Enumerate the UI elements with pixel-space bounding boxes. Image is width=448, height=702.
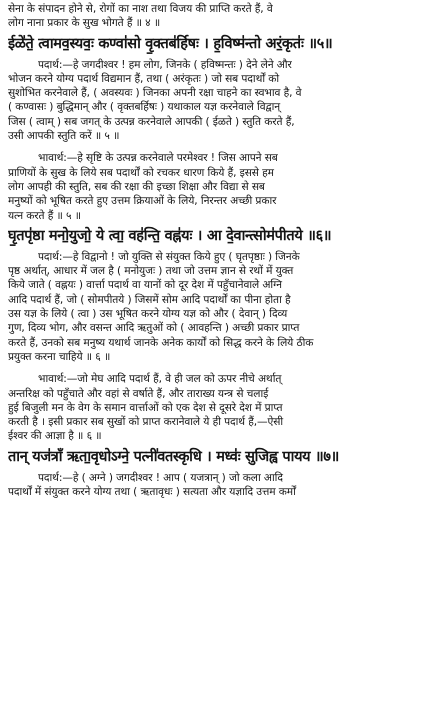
text-line: भावार्थ:—जो मेघ आदि पदार्थ हैं, वे ही जल को ऊपर नीचे अर्थात्	[38, 373, 282, 386]
intro-paragraph	[8, 2, 442, 31]
text-line: अन्तरिक्ष को पहुँचाते और वहां से वर्षाते हैं, और ताराख्य यन्त्र से चलाई	[8, 387, 269, 400]
text-line: किये जाते ( वह्नयः ) वार्त्ता पदार्थ वा यानों को दूर देश में पहुँचानेवाले अग्नि	[8, 279, 282, 292]
text-line: ( कण्वासः ) बुद्धिमान् और ( वृक्तबर्हिषः ) यथाकाल यज्ञ करनेवाले विद्वान्	[8, 101, 281, 114]
padartha-5	[8, 58, 442, 144]
text-line: पदार्थ:—हे ( अग्ने ) जगदीश्वर ! आप ( यजत्रान् ) जो कला आदि	[38, 471, 283, 484]
text-line: भोजन करने योग्य पदार्थ विद्यमान हैं, तथा ( अरंकृतः ) जो सब पदार्थों को	[8, 72, 280, 85]
text-line: करते हैं, उनको सब मनुष्य यथार्थ जानके अनेक कार्यों को सिद्ध करने के लिये ठीक	[8, 336, 314, 349]
bhavartha-6	[8, 372, 442, 443]
text-line: करती है । इसी प्रकार सब सुखों को प्राप्त करानेवाले ये ही पदार्थ हैं,—ऐसी	[8, 416, 284, 429]
text-line: आदि पदार्थ हैं, जो ( सोमपीतये ) जिसमें सोम आदि पदार्थों का पीना होता है	[8, 293, 291, 306]
text-line: सुशोभित करनेवाले हैं, ( अवस्यवः ) जिनका अपनी रक्षा चाहने का स्वभाव है, वे	[8, 87, 302, 100]
text-line: प्रयुक्त करना चाहिये ॥ ६ ॥	[8, 350, 111, 363]
mantra-6: घृ॒तपृ॑ष्ठा मनो॒युजो॒ ये त्वा॒ वह॑न्ति॒ वह्न॑यः । आ दे॒वान्त्सोम॑पीतये ॥६॥	[8, 226, 332, 244]
text-line: यत्न करते हैं ॥ ५ ॥	[8, 209, 81, 222]
mantra-7: तान् यज॑त्राँ ऋता॒वृधोऽग्ने॒ पत्नी॑वतस्कृधि । मध्वः॑ सुजिह्व पायय ॥७॥	[8, 447, 340, 465]
text-line: ईश्वर की आज्ञा है ॥ ६ ॥	[8, 430, 102, 443]
mantra-5: ईळे॑ते॒ त्वामव॒स्यवः॒ कण्वा॑सो वृ॒क्तब॑र्हिषः । ह॒विष्म॑न्तो अरं॒कृतः॑ ॥५॥	[8, 34, 333, 52]
text-line: सेना के संपादन होने से, रोगों का नाश तथा विजय की प्राप्ति करते हैं, वे	[8, 3, 273, 15]
text-line: मनुष्यों को भूषित करते हुए उत्तम क्रियाओं के लिये, निरन्तर अच्छी प्रकार	[8, 195, 277, 208]
text-line: हुई बिजुली मन के वेग के समान वार्त्ताओं को एक देश से दूसरे देश में प्राप्त	[8, 401, 283, 414]
bhavartha-5	[8, 151, 442, 222]
text-line: लोग नाना प्रकार के सुख भोगते हैं ॥ ४ ॥	[8, 17, 161, 30]
text-line: उस यज्ञ के लिये ( त्वा ) उस भूषित करने योग्य यज्ञ को और ( देवान् ) दिव्य	[8, 308, 288, 321]
padartha-7	[8, 471, 442, 500]
text-line: गुण, दिव्य भोग, और वसन्त आदि ऋतुओं को ( आवहन्ति ) अच्छी प्रकार प्राप्त	[8, 322, 300, 335]
text-line: लोग आपही की स्तुति, सब की रक्षा की इच्छा शिक्षा और विद्या से सब	[8, 180, 265, 193]
text-line: उसी आपकी स्तुति करें ॥ ५ ॥	[8, 130, 120, 143]
text-line: जिस ( त्वाम् ) सब जगत् के उत्पन्न करनेवाले आपकी ( ईळते ) स्तुति करते हैं,	[8, 115, 295, 128]
text-line: प्राणियों के सुख के लिये सब पदार्थों को रचकर धारण किये हैं, इससे हम	[8, 166, 274, 179]
text-line: पदार्थों में संयुक्त करने योग्य तथा ( ऋतावृधः ) सत्यता और यज्ञादि उत्तम कर्मों	[8, 486, 296, 499]
text-line: पदार्थ:—हे विद्वानो ! जो युक्ति से संयुक्त किये हुए ( घृतपृष्ठाः ) जिनके	[38, 250, 300, 263]
text-line: पृष्ठ अर्थात्, आधार में जल है ( मनोयुजः ) तथा जो उत्तम ज्ञान से रथों में युक्त	[8, 265, 294, 278]
padartha-6	[8, 250, 442, 364]
text-line: पदार्थ:—हे जगदीश्वर ! हम लोग, जिनके ( हविष्मन्तः ) देने लेने और	[38, 58, 292, 71]
text-line: भावार्थ:—हे सृष्टि के उत्पन्न करनेवाले परमेश्वर ! जिस आपने सब	[38, 152, 278, 165]
